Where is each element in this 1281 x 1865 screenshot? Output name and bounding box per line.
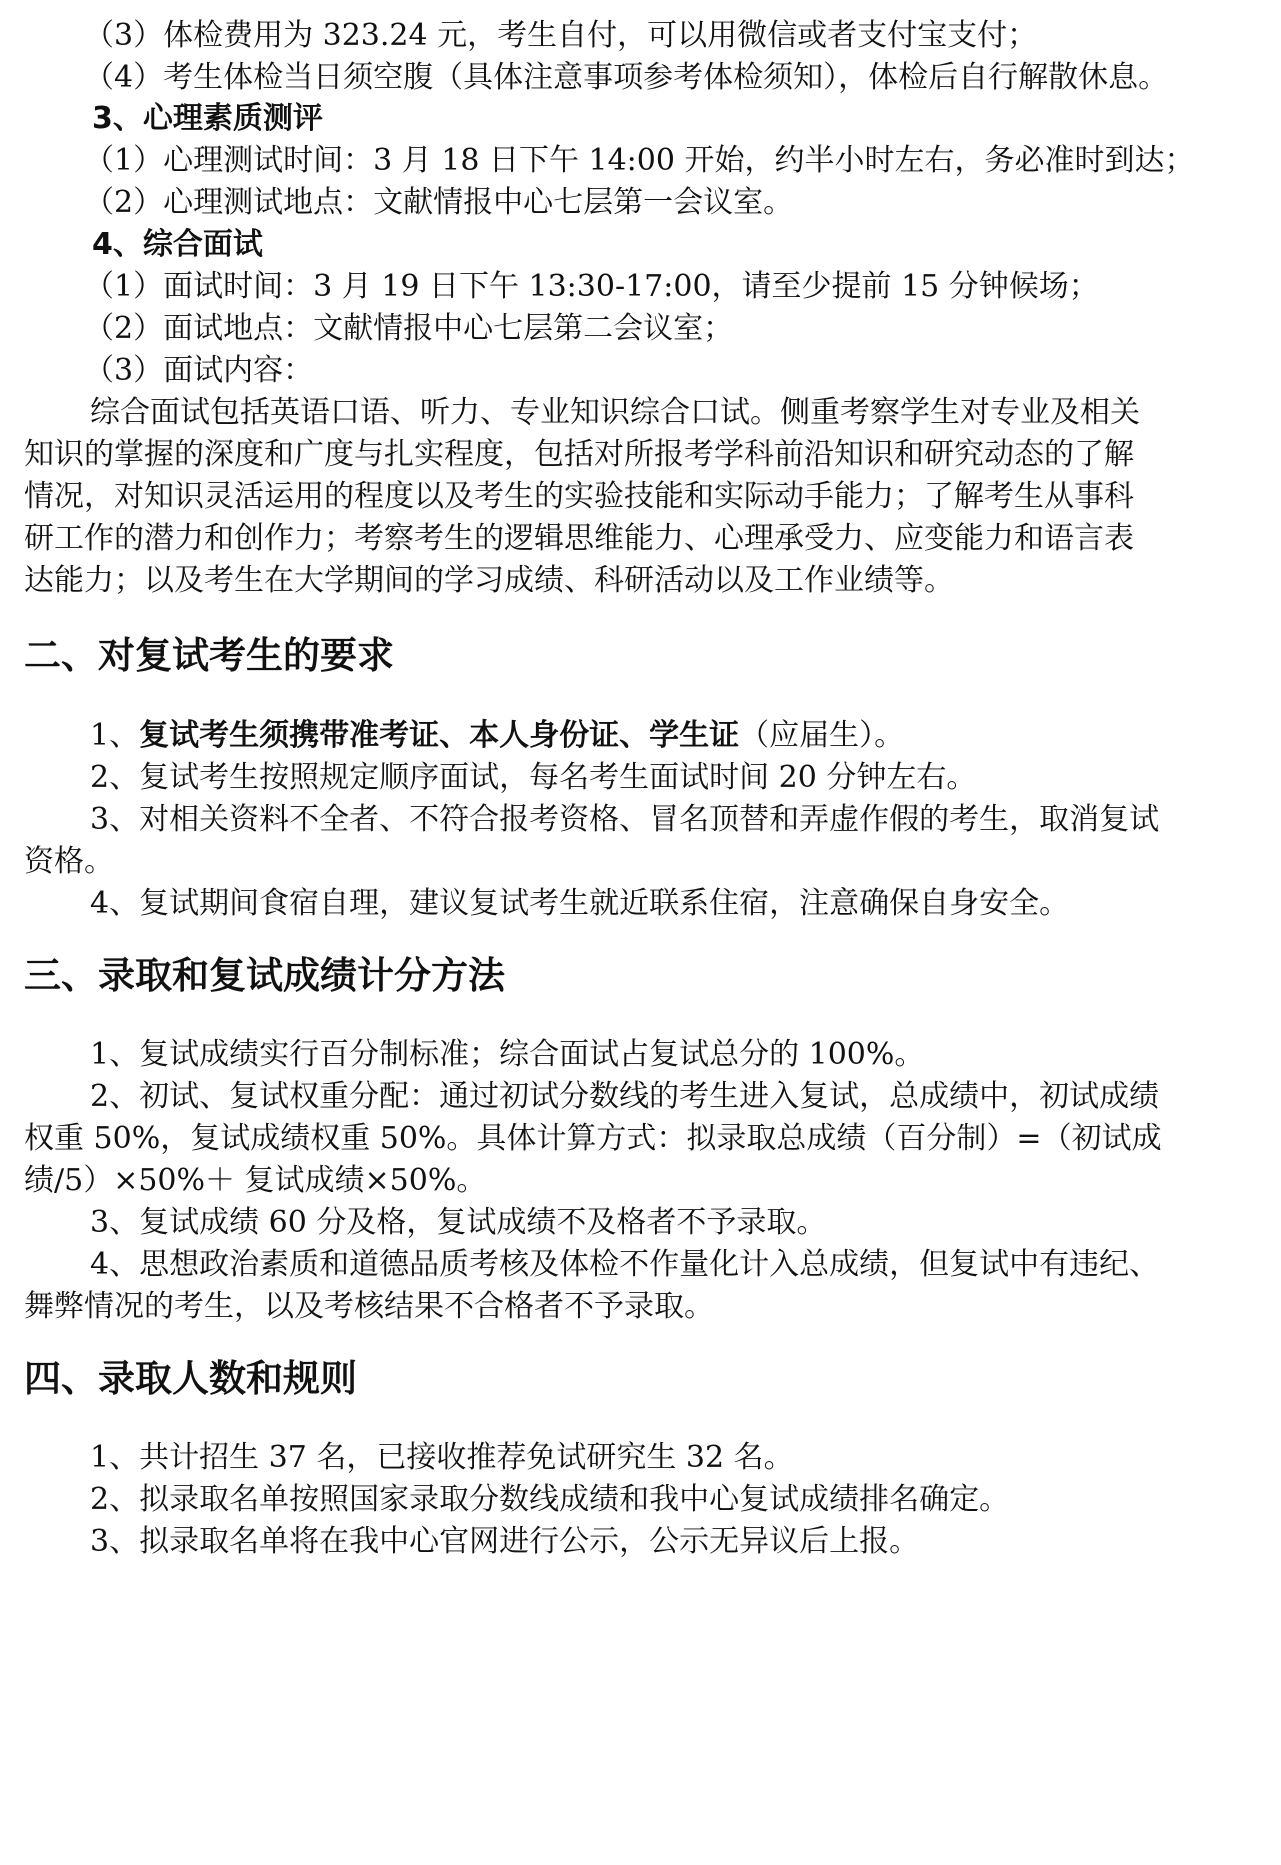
section-3-line: 权重 50%，复试成绩权重 50%。具体计算方式：拟录取总成绩（百分制）=（初试成 xyxy=(24,1121,1162,1156)
interview-paragraph-line: 研工作的潜力和创作力；考察考生的逻辑思维能力、心理承受力、应变能力和语言表 xyxy=(24,521,1134,556)
section-2-line: 2、复试考生按照规定顺序面试，每名考生面试时间 20 分钟左右。 xyxy=(90,760,977,795)
section-3-line: 舞弊情况的考生，以及考核结果不合格者不予录取。 xyxy=(24,1289,714,1324)
section-3-title: 三、录取和复试成绩计分方法 xyxy=(24,954,505,997)
interview-time: （1）面试时间：3 月 19 日下午 13:30-17:00，请至少提前 15 分钟候场； xyxy=(84,269,1099,304)
section-2-line: 4、复试期间食宿自理，建议复试考生就近联系住宿，注意确保自身安全。 xyxy=(90,886,1070,921)
item-note: （应届生）。 xyxy=(739,718,905,753)
section-3-line: 4、思想政治素质和道德品质考核及体检不作量化计入总成绩，但复试中有违纪、 xyxy=(90,1247,1160,1282)
interview-paragraph-line: 综合面试包括英语口语、听力、专业知识综合口试。侧重考察学生对专业及相关 xyxy=(90,395,1140,430)
section-2-line: 资格。 xyxy=(24,844,114,879)
psych-test-place: （2）心理测试地点：文献情报中心七层第一会议室。 xyxy=(84,185,794,220)
item-number: 1、 xyxy=(90,718,140,753)
section-4-line: 3、拟录取名单将在我中心官网进行公示，公示无异议后上报。 xyxy=(90,1524,920,1559)
interview-place: （2）面试地点：文献情报中心七层第二会议室； xyxy=(84,311,734,346)
section-2-line: 3、对相关资料不全者、不符合报考资格、冒名顶替和弄虚作假的考生，取消复试 xyxy=(90,802,1160,837)
exam-fee-item: （3）体检费用为 323.24 元，考生自付，可以用微信或者支付宝支付； xyxy=(84,18,1038,53)
section-3-line: 绩/5）×50%＋ 复试成绩×50%。 xyxy=(24,1163,487,1198)
section-2-item-1 xyxy=(90,718,1269,754)
section-4-line: 1、共计招生 37 名，已接收推荐免试研究生 32 名。 xyxy=(90,1440,794,1475)
psych-test-time: （1）心理测试时间：3 月 18 日下午 14:00 开始，约半小时左右，务必准时到达； xyxy=(84,143,1195,178)
interview-paragraph-line: 情况，对知识灵活运用的程度以及考生的实验技能和实际动手能力；了解考生从事科 xyxy=(24,479,1134,514)
interview-content-label: （3）面试内容： xyxy=(84,353,314,388)
section-2-title: 二、对复试考生的要求 xyxy=(24,634,394,677)
required-documents: 复试考生须携带准考证、本人身份证、学生证 xyxy=(139,718,740,753)
interview-paragraph-line: 知识的掌握的深度和广度与扎实程度，包括对所报考学科前沿知识和研究动态的了解 xyxy=(24,437,1134,472)
interview-heading: 4、综合面试 xyxy=(92,227,263,262)
section-4-line: 2、拟录取名单按照国家录取分数线成绩和我中心复试成绩排名确定。 xyxy=(90,1482,1010,1517)
psych-test-heading: 3、心理素质测评 xyxy=(92,101,323,136)
fasting-item: （4）考生体检当日须空腹（具体注意事项参考体检须知），体检后自行解散休息。 xyxy=(84,60,1169,95)
section-3-line: 2、初试、复试权重分配：通过初试分数线的考生进入复试，总成绩中，初试成绩 xyxy=(90,1079,1160,1114)
section-4-title: 四、录取人数和规则 xyxy=(24,1357,357,1400)
section-3-line: 1、复试成绩实行百分制标准；综合面试占复试总分的 100%。 xyxy=(90,1037,925,1072)
interview-paragraph-line: 达能力；以及考生在大学期间的学习成绩、科研活动以及工作业绩等。 xyxy=(24,563,954,598)
section-3-line: 3、复试成绩 60 分及格，复试成绩不及格者不予录取。 xyxy=(90,1205,827,1240)
